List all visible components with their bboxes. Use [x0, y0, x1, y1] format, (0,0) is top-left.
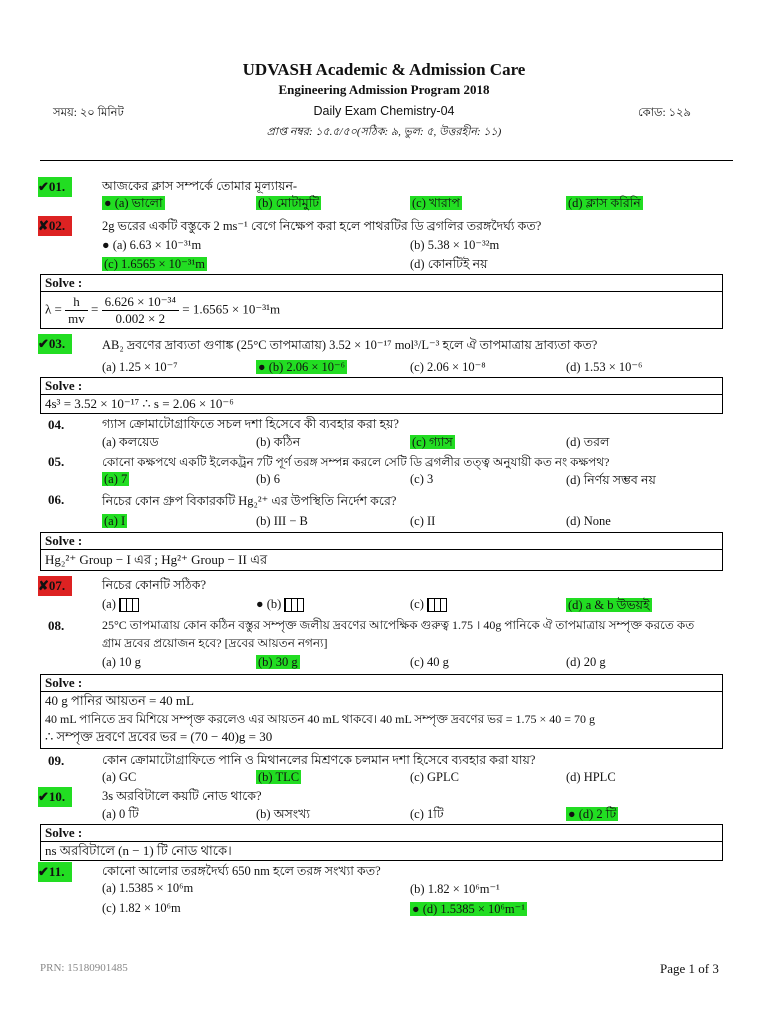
solve-label: Solve : — [41, 275, 722, 292]
solution-box-8 — [40, 674, 723, 749]
exam-time: সময়: ২০ মিনিট — [53, 107, 124, 119]
option-c: (c) — [410, 597, 447, 612]
question-number-3: ✔03. — [38, 334, 72, 354]
option-c: (c) 2.06 × 10⁻⁸ — [410, 360, 486, 374]
question-number-4: 04. — [48, 417, 65, 432]
org-title: UDVASH Academic & Admission Care — [242, 60, 526, 79]
option-b: (b) মোটামুটি — [258, 196, 320, 210]
option-d: (d) তরল — [566, 435, 610, 449]
option-b: ● (b) — [256, 597, 304, 612]
question-text: কোনো আলোর তরঙ্গদৈর্ঘ্য 650 nm হলে তরঙ্গ সংখ্যা কত? — [102, 864, 381, 878]
solve-label: Solve : — [41, 378, 722, 395]
selected-dot-icon: ● — [104, 196, 112, 210]
option-b: (b) কঠিন — [256, 435, 301, 449]
selected-dot-icon: ● — [568, 807, 576, 821]
option-c: (c) 3 — [410, 472, 434, 486]
option-d: (d) ক্লাস করিনি — [568, 196, 641, 210]
option-d: (d) 20 g — [566, 655, 606, 669]
option-b: (b) 1.82 × 10⁶m⁻¹ — [410, 882, 500, 896]
solution-body: Hg₂²⁺ Group − I এর ; Hg²⁺ Group − II এর — [45, 552, 268, 567]
question-text: আজকের ক্লাস সম্পর্কে তোমার মূল্যায়ন- — [102, 179, 298, 193]
check-icon: ✔ — [38, 789, 49, 804]
option-b: (b) অসংখ্য — [256, 807, 310, 821]
question-number-6: 06. — [48, 492, 65, 507]
option-a: (a) 1.5385 × 10⁶m — [102, 881, 194, 895]
question-text: কোনো কক্ষপথে একটি ইলেকট্রন 7টি পূর্ণ তরঙ্গ সম্পন্ন করলে সেটি ডি ব্রগলীর তত্ত্ব অনুযায়ী কত নং কক্ষপথ? — [102, 455, 610, 469]
option-a: (a) — [102, 597, 139, 612]
cross-icon: ✘ — [38, 578, 49, 593]
option-b: (b) TLC — [258, 770, 300, 784]
option-b: (b) 6 — [256, 472, 280, 486]
option-c: (c) গ্যাস — [412, 435, 453, 449]
option-d: (d) কোনটিই নয় — [410, 257, 488, 271]
orbital-box-icon — [119, 598, 139, 612]
option-b: (b) III − B — [256, 514, 308, 528]
cross-icon: ✘ — [38, 218, 49, 233]
solution-box-3 — [40, 377, 723, 414]
option-c: (c) GPLC — [410, 770, 459, 784]
orbital-box-icon — [284, 598, 304, 612]
question-number-2: ✘02. — [38, 216, 72, 236]
question-text: নিচের কোনটি সঠিক? — [102, 578, 207, 592]
option-c: (c) খারাপ — [412, 196, 460, 210]
option-d: (d) 1.53 × 10⁻⁶ — [566, 360, 643, 374]
solve-label: Solve : — [41, 825, 722, 842]
option-a: ● (a) ভালো — [104, 196, 163, 210]
prn-number: PRN: 15180901485 — [40, 962, 128, 974]
solution-box-10 — [40, 824, 723, 861]
question-number-7: ✘07. — [38, 576, 72, 596]
question-text: 2g ভরের একটি বস্তুকে 2 ms⁻¹ বেগে নিক্ষেপ করা হলে পাথরটির ডি ব্রগলির তরঙ্গদৈর্ঘ্য কত? — [102, 219, 542, 233]
option-d: ● (d) 2 টি — [568, 807, 617, 821]
option-a: (a) GC — [102, 770, 137, 784]
option-b: (b) 30 g — [258, 655, 298, 669]
solution-body: ns অরবিটালে (n − 1) টি নোড থাকে। — [45, 843, 232, 858]
question-text: কোন ক্রোমাটোগ্রাফিতে পানি ও মিথানলের মিশ্রণকে চলমান দশা হিসেবে ব্যবহার করা যায়? — [102, 753, 536, 767]
solve-label: Solve : — [41, 675, 722, 692]
option-d: ● (d) 1.5385 × 10⁶m⁻¹ — [412, 902, 525, 916]
check-icon: ✔ — [38, 179, 49, 194]
option-a: (a) 7 — [104, 472, 128, 486]
option-b: (b) 5.38 × 10⁻³²m — [410, 238, 500, 252]
question-number-11: ✔11. — [38, 862, 72, 882]
option-c: (c) 1টি — [410, 807, 444, 821]
question-number-10: ✔10. — [38, 787, 72, 807]
program-title: Engineering Admission Program 2018 — [278, 82, 490, 97]
exam-code: কোড: ১২৯ — [638, 107, 691, 119]
solution-body: 40 g পানির আয়তন = 40 mL 40 mL পানিতে দ্রব মিশিয়ে সম্পৃক্ত করলেও এর আয়তন 40 mL থাকবে। 40 mL সম্পৃক্ত দ্রবণের ভর = 1.75 × 40 = 70 g ∴ সম্পৃক্ত দ্রবণে দ্রবের ভর = (70 − 40)g = 30 — [45, 693, 596, 744]
score-line: প্রাপ্ত নম্বর: ১৫.৫/৫০(সঠিক: ৯, ভুল: ৫, উত্তরহীন: ১১) — [266, 126, 502, 138]
page-number: Page 1 of 3 — [660, 961, 719, 976]
option-a: ● (a) 6.63 × 10⁻³¹m — [102, 238, 202, 252]
option-a: (a) I — [104, 514, 126, 528]
option-b: ● (b) 2.06 × 10⁻⁶ — [258, 360, 346, 374]
question-text: গ্যাস ক্রোমাটোগ্রাফিতে সচল দশা হিসেবে কী ব্যবহার করা হয়? — [102, 417, 399, 431]
option-a: (a) 1.25 × 10⁻⁷ — [102, 360, 178, 374]
option-d: (d) নির্ণয় সম্ভব নয় — [566, 473, 656, 487]
option-c: (c) 1.82 × 10⁶m — [102, 901, 181, 915]
solve-label: Solve : — [41, 533, 722, 550]
question-text: 3s অরবিটালে কয়টি নোড থাকে? — [102, 789, 262, 803]
check-icon: ✔ — [38, 336, 49, 351]
option-c: (c) 40 g — [410, 655, 449, 669]
question-text: 25°C তাপমাত্রায় কোন কঠিন বস্তুর সম্পৃক্ত জলীয় দ্রবণের আপেক্ষিক গুরুত্ব 1.75 । 40g পানিকে ঐ তাপমাত্রায় সম্পৃক্ত করতে কত — [102, 618, 695, 632]
orbital-box-icon — [427, 598, 447, 612]
exam-name: Daily Exam Chemistry-04 — [313, 104, 455, 118]
question-number-9: 09. — [48, 753, 65, 768]
question-text: AB₂ দ্রবণের দ্রাব্যতা গুণাঙ্ক (25°C তাপমাত্রায়) 3.52 × 10⁻¹⁷ mol³/L⁻³ হলে ঐ তাপমাত্রায় দ্রাব্যতা কত? — [102, 338, 598, 352]
selected-dot-icon: ● — [412, 902, 420, 916]
selected-dot-icon: ● — [258, 360, 266, 374]
check-icon: ✔ — [38, 864, 49, 879]
option-d: (d) HPLC — [566, 770, 616, 784]
header-divider — [40, 160, 733, 161]
question-text: নিচের কোন গ্রুপ বিকারকটি Hg₂²⁺ এর উপস্থিতি নির্দেশ করে? — [102, 494, 397, 508]
solution-box-6 — [40, 532, 723, 571]
question-number-5: 05. — [48, 454, 65, 469]
question-number-1: ✔01. — [38, 177, 72, 197]
option-a: (a) 0 টি — [102, 807, 139, 821]
solution-body: 4s³ = 3.52 × 10⁻¹⁷ ∴ s = 2.06 × 10⁻⁶ — [45, 396, 234, 411]
option-a: (a) 10 g — [102, 655, 141, 669]
option-c: (c) 1.6565 × 10⁻³¹m — [104, 257, 205, 271]
selected-dot-icon: ● — [102, 238, 110, 252]
question-number-8: 08. — [48, 618, 65, 633]
question-text-cont: গ্রাম দ্রবের প্রয়োজন হবে? [দ্রবের আয়তন নগন্য] — [102, 636, 328, 650]
option-c: (c) II — [410, 514, 436, 528]
option-d: (d) a & b উভয়ই — [568, 598, 650, 612]
solution-body: λ = $\frac{h}{mv}$ = $\frac{\text{6.626 × 10⁻³⁴}}{0.002 \times 2}$ = 1.6565 × 10⁻³¹m — [45, 294, 281, 326]
selected-dot-icon: ● — [256, 597, 264, 611]
option-a: (a) কলয়েড — [102, 435, 159, 449]
solution-box-2 — [40, 274, 723, 329]
option-d: (d) None — [566, 514, 611, 528]
